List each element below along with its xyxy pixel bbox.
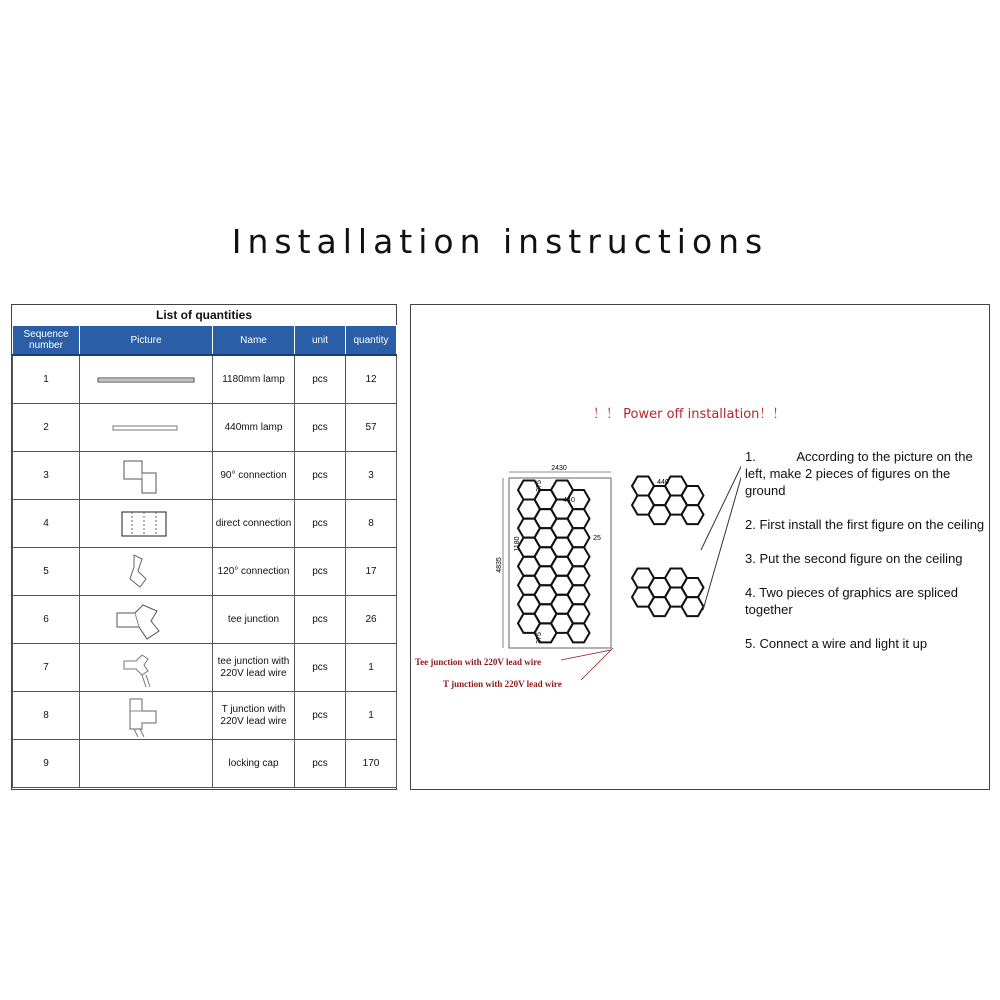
hexagon-cell [682, 578, 704, 597]
dim-left-offset: 1180 [514, 536, 521, 552]
hexagon-cell [568, 547, 590, 566]
cell-seq: 4 [13, 500, 80, 548]
step-1-number: 1. [745, 449, 756, 464]
step-1-text: According to the picture on the left, make 2 pieces of figures on the ground [745, 449, 973, 498]
table-row [13, 692, 397, 740]
cell-unit: pcs [295, 452, 346, 500]
t-junction-wire-icon [116, 695, 176, 737]
table-row [13, 644, 397, 692]
cell-name: 1180mm lamp [213, 355, 295, 404]
power-off-warning: ！！ Power off installation！！ [593, 407, 786, 422]
step-5-text: 5. Connect a wire and light it up [745, 636, 928, 651]
cell-name: direct connection [213, 500, 295, 548]
cell-quantity: 1 [346, 644, 397, 692]
tee-junction-label: Tee junction with 220V lead wire [415, 657, 542, 667]
table-row [13, 740, 397, 788]
hexagon-cell [682, 505, 704, 524]
diagram-panel [410, 304, 990, 790]
header-picture: Picture [80, 326, 213, 356]
tee-junction-wire-icon [116, 647, 176, 689]
table-row [13, 404, 397, 452]
table-row [13, 500, 397, 548]
hexagon-cell [682, 486, 704, 505]
cell-unit: pcs [295, 596, 346, 644]
120-connection-icon [116, 551, 176, 593]
cell-quantity: 17 [346, 548, 397, 596]
hexagon-cell [568, 528, 590, 547]
cell-seq: 9 [13, 740, 80, 788]
dim-hex-side-right: 440 [657, 479, 669, 486]
tee-junction-icon [111, 599, 181, 641]
step-2-text: 2. First install the first figure on the ceiling [745, 517, 985, 532]
cell-picture-empty [80, 740, 213, 788]
cell-name: tee junction with 220V lead wire [213, 644, 295, 692]
step-4-text: 4. Two pieces of graphics are spliced together [745, 585, 958, 617]
hexagon-grid-piece-2 [632, 569, 704, 617]
short-lamp-bar-icon [111, 423, 181, 433]
hexagon-cell [568, 509, 590, 528]
cell-name: tee junction [213, 596, 295, 644]
hexagon-cell [568, 585, 590, 604]
cell-unit: pcs [295, 644, 346, 692]
90-connection-icon [116, 455, 176, 497]
cell-quantity: 8 [346, 500, 397, 548]
list-title: List of quantities [156, 308, 252, 322]
cell-name: 90° connection [213, 452, 295, 500]
header-name: Name [213, 326, 295, 356]
cell-seq: 2 [13, 404, 80, 452]
installation-steps [745, 448, 989, 669]
header-unit: unit [295, 326, 346, 356]
hexagon-cell [568, 604, 590, 623]
dim-bottom-gap: 375 [536, 632, 543, 644]
dim-gap: 25 [593, 535, 601, 542]
cell-unit: pcs [295, 548, 346, 596]
cell-seq: 8 [13, 692, 80, 740]
hexagon-cell [568, 566, 590, 585]
step-3-text: 3. Put the second figure on the ceiling [745, 551, 963, 566]
dim-height: 4835 [496, 557, 503, 573]
dim-top-gap: 375 [536, 480, 543, 492]
cell-seq: 6 [13, 596, 80, 644]
cell-quantity: 170 [346, 740, 397, 788]
t-junction-label: T junction with 220V lead wire [443, 679, 562, 689]
cell-name: T junction with 220V lead wire [213, 692, 295, 740]
cell-seq: 1 [13, 355, 80, 404]
cell-name: 120° connection [213, 548, 295, 596]
hexagon-cell [568, 623, 590, 642]
direct-connection-icon [116, 506, 176, 542]
cell-unit: pcs [295, 355, 346, 404]
cell-unit: pcs [295, 500, 346, 548]
cell-quantity: 1 [346, 692, 397, 740]
dim-hex-side: 440 [563, 497, 575, 504]
quantities-table [12, 325, 397, 788]
table-row [13, 548, 397, 596]
table-row [13, 355, 397, 404]
hexagon-cell [682, 597, 704, 616]
dim-width: 2430 [551, 465, 567, 472]
cell-seq: 7 [13, 644, 80, 692]
cell-quantity: 3 [346, 452, 397, 500]
cell-seq: 5 [13, 548, 80, 596]
cell-quantity: 26 [346, 596, 397, 644]
header-quantity: quantity [346, 326, 397, 356]
step-3 [745, 550, 989, 567]
step-2 [745, 516, 989, 533]
table-row [13, 452, 397, 500]
cell-quantity: 57 [346, 404, 397, 452]
header-sequence: Sequence number [13, 326, 80, 356]
cell-quantity: 12 [346, 355, 397, 404]
cell-name: 440mm lamp [213, 404, 295, 452]
long-lamp-bar-icon [96, 375, 196, 385]
cell-unit: pcs [295, 404, 346, 452]
quantities-panel [11, 304, 397, 790]
cell-seq: 3 [13, 452, 80, 500]
step-4 [745, 584, 989, 618]
hexagon-grid-assembled [518, 481, 590, 643]
cell-unit: pcs [295, 740, 346, 788]
table-row [13, 596, 397, 644]
step-1 [745, 448, 989, 499]
table-header-row [13, 326, 397, 356]
page-title: Installation instructions [231, 222, 769, 261]
cell-unit: pcs [295, 692, 346, 740]
step-5 [745, 635, 989, 652]
cell-name: locking cap [213, 740, 295, 788]
